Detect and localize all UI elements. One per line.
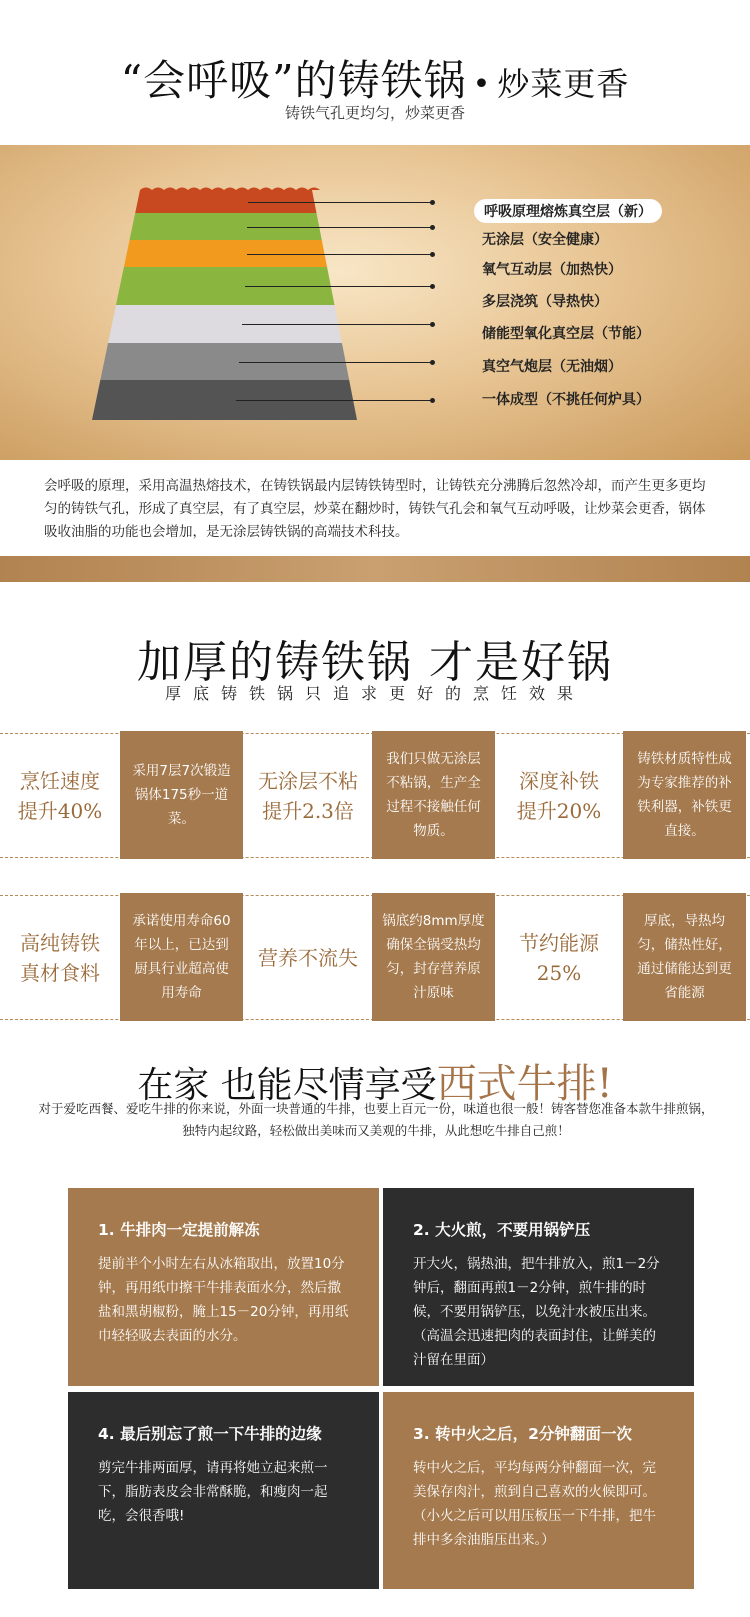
section1-body: 会呼吸的原理，采用高温热熔技术，在铸铁锅最内层铸铁铸型时，让铸铁充分沸腾后忽然冷却，而产生更多更均匀的铸铁气孔，形成了真空层，有了真空层，炒菜在翻炒时，铸铁气孔会和氧气互动呼吸，让炒菜会更香，锅体吸收油脂的功能也会增加，是无涂层铸铁锅的高端技术科技。 xyxy=(44,478,706,540)
tip-card-text: 转中火之后，平均每两分钟翻面一次，完美保存肉汁，煎到自己喜欢的火候即可。（小火之后可以用压板压一下牛排，把牛排中多余油脂压出来。） xyxy=(413,1460,656,1548)
tip-card-4 xyxy=(68,1392,379,1589)
feature-heading: 烹饪速度 提升40% xyxy=(17,768,103,823)
tip-card-text: 剪完牛排两面厚，请再将她立起来煎一下，脂肪表皮会非常酥脆，和瘦肉一起吃，会很香哦! xyxy=(98,1460,328,1524)
layer-label: 一体成型（不挑任何炉具） xyxy=(482,392,650,408)
layer-label: 储能型氧化真空层（节能） xyxy=(482,326,650,342)
layer-label: 氧气互动层（加热快） xyxy=(482,262,622,278)
feature-box: 铸铁材质特性成为专家推荐的补铁利器，补铁更直接。 xyxy=(623,731,746,859)
feature-row-2 xyxy=(0,895,750,1020)
section2-title: 加厚的铸铁锅 才是好锅 xyxy=(137,637,613,688)
section2-subtitle: 厚底铸铁锅只追求更好的烹饪效果 xyxy=(164,684,585,703)
layer-label-list xyxy=(0,145,750,460)
title-tail: 炒菜更香 xyxy=(497,65,630,103)
tip-card-3 xyxy=(383,1392,694,1589)
section1-divider-band xyxy=(0,556,750,582)
title-main: “会呼吸”的铸铁锅 xyxy=(120,56,467,105)
section3-description: 对于爱吃西餐、爱吃牛排的你来说，外面一块普通的牛排，也要上百元一份，味道也很一般！铸客替您准备本款牛排煎锅，独特内起纹路，轻松做出美味而又美观的牛排，从此想吃牛排自己煎！ xyxy=(38,1101,714,1138)
layer-leader-line xyxy=(236,400,432,401)
title-prefix: 在家 也能尽情享受 xyxy=(137,1065,437,1106)
tip-card-1 xyxy=(68,1188,379,1386)
layer-label: 多层浇筑（导热快） xyxy=(482,294,608,310)
layer-label: 呼吸原理熔炼真空层（新） xyxy=(474,199,662,223)
feature-row-1 xyxy=(0,733,750,858)
layer-label: 真空气炮层（无油烟） xyxy=(482,359,622,375)
feature-box: 采用7层7次锻造锅体175秒一道菜。 xyxy=(120,731,243,859)
tip-card-title: 4. 最后别忘了煎一下牛排的边缘 xyxy=(98,1425,322,1443)
layer-leader-line xyxy=(248,202,432,203)
feature-box: 厚底，导热均匀，储热性好，通过储能达到更省能源 xyxy=(623,893,746,1021)
layer-label: 无涂层（安全健康） xyxy=(482,232,608,248)
layer-leader-line xyxy=(242,324,432,325)
layer-leader-line xyxy=(239,362,432,363)
section1-title xyxy=(0,48,750,108)
tip-card-text: 开大火，锅热油，把牛排放入，煎1－2分钟后，翻面再煎1－2分钟，煎牛排的时候，不要用锅铲压，以免汁水被压出来。（高温会迅速把肉的表面封住，让鲜美的汁留在里面） xyxy=(413,1256,660,1368)
feature-box: 我们只做无涂层不粘锅，生产全过程不接触任何物质。 xyxy=(372,731,495,859)
layer-diagram xyxy=(0,145,750,460)
feature-heading: 节约能源 25% xyxy=(519,930,599,985)
tip-card-title: 2. 大火煎，不要用锅铲压 xyxy=(413,1221,591,1239)
feature-heading: 深度补铁 提升20% xyxy=(516,768,602,823)
feature-box: 承诺使用寿命60年以上，已达到厨具行业超高使用寿命 xyxy=(120,893,243,1021)
layer-leader-line xyxy=(247,254,432,255)
feature-box: 锅底约8mm厚度确保全锅受热均匀，封存营养原汁原味 xyxy=(372,893,495,1021)
tip-card-title: 3. 转中火之后，2分钟翻面一次 xyxy=(413,1425,632,1443)
title-dot: • xyxy=(472,66,492,102)
tip-card-title: 1. 牛排肉一定提前解冻 xyxy=(98,1221,260,1239)
tip-card-2 xyxy=(383,1188,694,1386)
layer-leader-line xyxy=(245,286,432,287)
feature-heading: 营养不流失 xyxy=(258,945,358,970)
feature-heading: 高纯铸铁 真材食料 xyxy=(20,930,100,985)
feature-heading: 无涂层不粘 提升2.3倍 xyxy=(258,768,358,823)
title-accent: 西式牛排! xyxy=(436,1061,613,1107)
tip-card-text: 提前半个小时左右从冰箱取出，放置10分钟，再用纸巾擦干牛排表面水分，然后撒盐和黑胡椒粉，腌上15－20分钟，再用纸巾轻轻吸去表面的水分。 xyxy=(98,1256,349,1344)
section1-subtitle: 铸铁气孔更均匀，炒菜更香 xyxy=(284,104,465,122)
layer-leader-line xyxy=(247,227,432,228)
